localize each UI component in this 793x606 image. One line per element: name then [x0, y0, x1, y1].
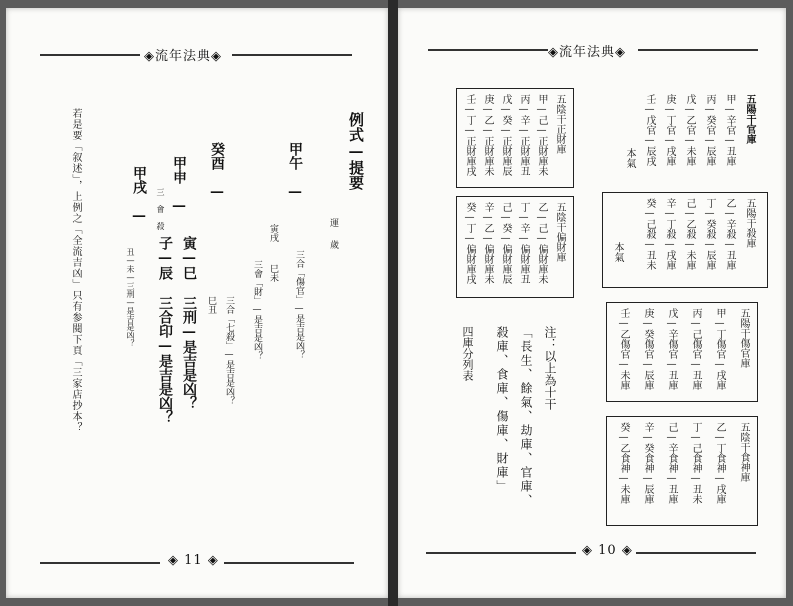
box-guanku-col1: 甲—辛官—丑庫 — [724, 94, 735, 166]
box-guanku-title: 五陽干官庫 — [744, 94, 755, 144]
box-zhengcai-col3: 戊—癸—正財庫辰 — [500, 94, 511, 176]
box-shishen-col1: 乙—丁食神—戌庫 — [714, 422, 725, 504]
box-shaku-col4: 辛—丁殺—戌庫 — [664, 198, 675, 270]
page-number-10: 10 — [598, 543, 617, 558]
row1-line1: 三合「傷官」—是吉是凶？ — [294, 250, 304, 359]
note-line-3: 四庫分列表 — [461, 326, 474, 381]
box-shangguan-title: 五陽干傷官庫 — [738, 308, 749, 368]
row2-line2: 巳丑 — [206, 296, 216, 314]
box-shishen-col2: 丁—己食神—丑未 — [690, 422, 701, 504]
annotation-yun-sui: 運 歲 — [328, 218, 338, 251]
row4-line1: 丑—未—三刑—是吉是凶？ — [126, 248, 135, 347]
box-piancai-col5: 癸—丁—偏財庫戌 — [464, 202, 475, 284]
box-piancai-col2: 丁—辛—偏財庫丑 — [518, 202, 529, 284]
header-title-2: ◈流年法典◈ — [548, 45, 627, 60]
note-line-1: 「長生、餘氣、劫庫、官庫、 — [519, 326, 533, 508]
left-page — [6, 8, 388, 598]
box-shaku-col3: 己—乙殺—未庫 — [684, 198, 695, 270]
page-number-right: ◈ 10 ◈ — [582, 543, 633, 558]
stem-guiyou: 癸酉 — — [209, 142, 225, 200]
box-guanku-col2: 丙—癸官—辰庫 — [704, 94, 715, 166]
page-number-left: ◈ 11 ◈ — [168, 553, 219, 568]
box-piancai-col4: 辛—乙—偏財庫未 — [482, 202, 493, 284]
stem-jiashen: 甲申 — — [171, 156, 187, 214]
row1-line2: 寅戌 — [268, 224, 278, 242]
row3-line1: 寅—巳 三刑—是吉是凶？ — [181, 236, 197, 410]
box-guanku-col4: 庚—丁官—戌庫 — [664, 94, 675, 166]
book-spine — [388, 0, 398, 606]
note-line-2: 殺庫、食庫、傷庫、財庫」 — [495, 326, 509, 494]
row3-small: 三 會 殺 — [156, 188, 165, 230]
box-shishen-col3: 己—辛食神—丑庫 — [666, 422, 677, 504]
header-rule-right — [232, 54, 352, 56]
box-zhengcai-title: 五陰干正財庫 — [554, 94, 565, 154]
box-shishen-title: 五陰干食神庫 — [738, 422, 749, 482]
stem-jiaxu: 甲戌 — — [131, 166, 147, 224]
stem-jiawu: 甲午 — — [287, 142, 303, 200]
box-shangguan-col3: 戊—辛傷官—丑庫 — [666, 308, 677, 390]
box-zhengcai-col5: 壬—丁—正財庫戌 — [464, 94, 475, 176]
box-shaku-tag: 本氣 — [612, 242, 623, 262]
box-shishen-col5: 癸—乙食神—未庫 — [618, 422, 629, 504]
box-shangguan-col4: 庚—癸傷官—辰庫 — [642, 308, 653, 390]
row3-line2: 子—辰 三合印—是吉是凶？ — [157, 236, 173, 424]
header-title: ◈流年法典◈ — [144, 49, 223, 64]
section-heading: 例式—提要 — [347, 112, 365, 190]
box-zhengcai-col1: 甲—己—正財庫未 — [536, 94, 547, 176]
footer-rule-left — [40, 562, 160, 564]
box-guanku-col5: 壬—戊官—辰戌 — [644, 94, 655, 166]
box-shangguan-col1: 甲—丁傷官—戌庫 — [714, 308, 725, 390]
box-guanku-tag: 本氣 — [624, 148, 635, 168]
box-piancai-col3: 己—癸—偏財庫辰 — [500, 202, 511, 284]
header-rule-right-2 — [638, 49, 758, 51]
box-guanku-col3: 戊—乙官—未庫 — [684, 94, 695, 166]
row2-line1: 三合「七殺」—是吉是凶？ — [224, 296, 234, 405]
header-rule-left — [40, 54, 140, 56]
box-shishen-col4: 辛—癸食神—辰庫 — [642, 422, 653, 504]
box-shaku-col1: 乙—辛殺—丑庫 — [724, 198, 735, 270]
box-zhengcai-col4: 庚—乙—正財庫未 — [482, 94, 493, 176]
box-shangguan-col5: 壬—乙傷官—未庫 — [618, 308, 629, 390]
note-title: 注：以上為十干 — [543, 326, 557, 410]
box-shaku-col5: 癸—己殺—丑未 — [644, 198, 655, 270]
box-piancai-col1: 乙—己—偏財庫未 — [536, 202, 547, 284]
left-note: 若是要「叙述」，上例之「全流吉凶」只有参閱下頁「三家店抄本？ — [70, 108, 81, 433]
box-shangguan-col2: 丙—己傷官—丑庫 — [690, 308, 701, 390]
box-shaku-col2: 丁—癸殺—辰庫 — [704, 198, 715, 270]
footer-rule-left-2 — [426, 552, 576, 554]
header-rule-left-2 — [428, 49, 548, 51]
footer-rule-right-2 — [636, 552, 756, 554]
footer-rule-right — [224, 562, 354, 564]
box-shaku-title: 五陽干殺庫 — [744, 198, 755, 248]
row1-line4: 巳未 — [268, 264, 278, 282]
box-zhengcai-col2: 丙—辛—正財庫丑 — [518, 94, 529, 176]
box-piancai-title: 五陰干偏財庫 — [554, 202, 565, 262]
right-page — [398, 8, 786, 598]
row1-line3: 三會「財」—是吉是凶？ — [252, 260, 262, 360]
page-number-11: 11 — [184, 553, 203, 568]
